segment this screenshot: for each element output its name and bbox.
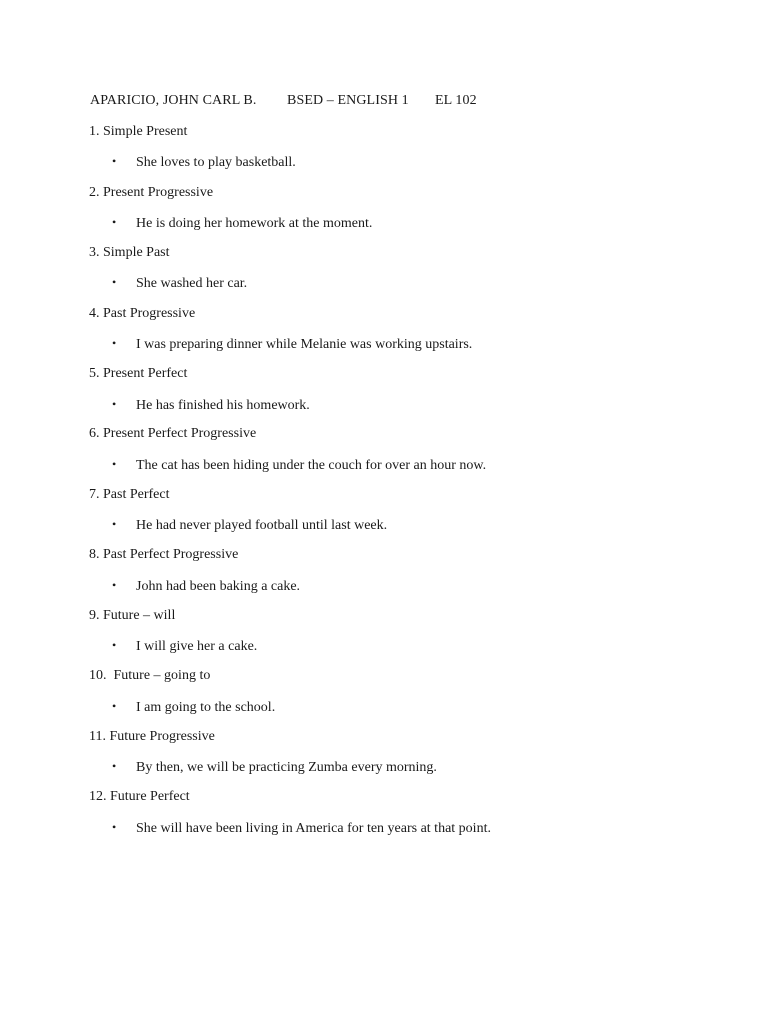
tense-title: 12. Future Perfect	[89, 789, 190, 804]
tense-title: 1. Simple Present	[89, 124, 188, 139]
tense-title: 2. Present Progressive	[89, 185, 214, 200]
tense-title: 7. Past Perfect	[89, 487, 170, 502]
tense-example	[112, 275, 247, 292]
bullet-icon: •	[112, 457, 117, 471]
tense-example	[112, 517, 387, 534]
bullet-icon: •	[112, 154, 117, 168]
tense-example	[112, 699, 275, 716]
bullet-icon: •	[112, 275, 117, 289]
example-sentence: She washed her car.	[136, 276, 248, 291]
bullet-icon: •	[112, 820, 117, 834]
tense-example	[112, 457, 486, 474]
bullet-icon: •	[112, 215, 117, 229]
bullet-icon: •	[112, 517, 117, 531]
tense-example	[112, 638, 257, 655]
bullet-icon: •	[112, 759, 117, 773]
program-label: BSED – ENGLISH 1	[287, 93, 409, 108]
example-sentence: She will have been living in America for ten years at that point.	[136, 821, 491, 836]
bullet-icon: •	[112, 638, 117, 652]
tense-title: 11. Future Progressive	[89, 729, 215, 744]
student-name: APARICIO, JOHN CARL B.	[90, 93, 257, 108]
example-sentence: He is doing her homework at the moment.	[136, 216, 373, 231]
tense-title: 4. Past Progressive	[89, 306, 196, 321]
document-header	[90, 93, 477, 109]
tense-title: 6. Present Perfect Progressive	[89, 426, 257, 441]
tense-title: 3. Simple Past	[89, 245, 170, 260]
bullet-icon: •	[112, 578, 117, 592]
tense-title: 8. Past Perfect Progressive	[89, 547, 239, 562]
tense-title: 9. Future – will	[89, 608, 176, 623]
bullet-icon: •	[112, 336, 117, 350]
example-sentence: I was preparing dinner while Melanie was working upstairs.	[136, 337, 473, 352]
example-sentence: She loves to play basketball.	[136, 155, 296, 170]
tense-example	[112, 820, 491, 837]
tense-title: 10. Future – going to	[89, 668, 211, 683]
example-sentence: He has finished his homework.	[136, 398, 310, 413]
course-code: EL 102	[435, 93, 477, 108]
example-sentence: I will give her a cake.	[136, 639, 258, 654]
bullet-icon: •	[112, 397, 117, 411]
tense-title: 5. Present Perfect	[89, 366, 188, 381]
example-sentence: By then, we will be practicing Zumba every morning.	[136, 760, 437, 775]
example-sentence: He had never played football until last week.	[136, 518, 388, 533]
example-sentence: The cat has been hiding under the couch for over an hour now.	[136, 458, 487, 473]
tense-example	[112, 759, 437, 776]
tense-example	[112, 578, 300, 595]
example-sentence: John had been baking a cake.	[136, 579, 301, 594]
tense-example	[112, 397, 310, 414]
tense-example	[112, 215, 372, 232]
example-sentence: I am going to the school.	[136, 700, 276, 715]
bullet-icon: •	[112, 699, 117, 713]
tense-example	[112, 336, 472, 353]
tense-example	[112, 154, 296, 171]
